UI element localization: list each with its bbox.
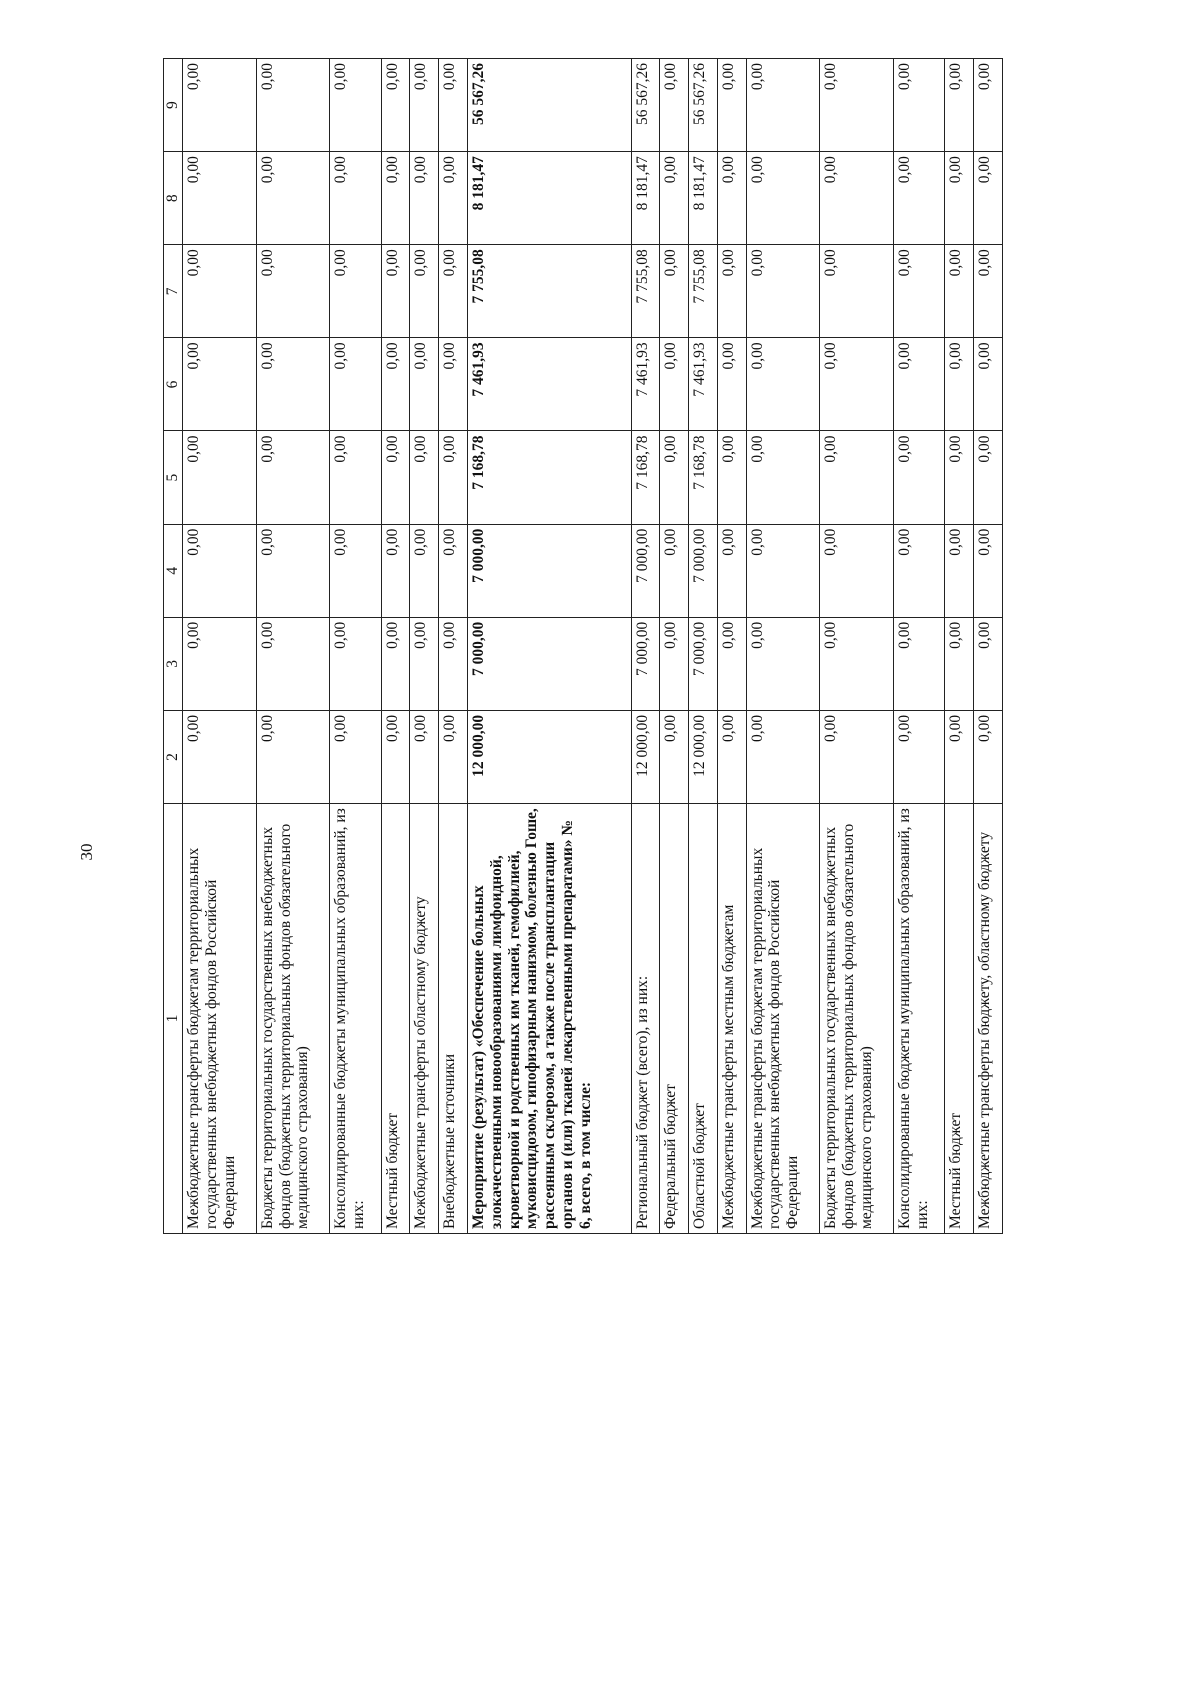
value-cell: 0,00: [820, 59, 894, 152]
value-cell: 0,00: [381, 617, 410, 710]
value-cell: 0,00: [183, 59, 257, 152]
value-cell: 0,00: [410, 245, 439, 338]
value-cell: 0,00: [330, 152, 381, 245]
table-row: [410, 59, 439, 1234]
table-row: [381, 59, 410, 1234]
value-cell: 0,00: [820, 617, 894, 710]
value-cell: 0,00: [439, 710, 468, 803]
value-cell: 0,00: [256, 338, 330, 431]
value-cell: 0,00: [974, 710, 1003, 803]
value-cell: 0,00: [256, 617, 330, 710]
value-cell: 0,00: [330, 245, 381, 338]
value-cell: 8 181,47: [631, 152, 660, 245]
table-row: [330, 59, 381, 1234]
row-label: Областной бюджет: [689, 804, 718, 1234]
table-row: [689, 59, 718, 1234]
value-cell: 0,00: [717, 245, 746, 338]
value-cell: 0,00: [410, 710, 439, 803]
value-cell: 0,00: [256, 152, 330, 245]
table-row: [945, 59, 974, 1234]
value-cell: 12 000,00: [689, 710, 718, 803]
value-cell: 0,00: [183, 524, 257, 617]
row-label: Межбюджетные трансферты бюджетам территориальных государственных внебюджетных фондов Российской Федерации: [183, 804, 257, 1234]
row-label: Бюджеты территориальных государственных внебюджетных фондов (бюджетных территориальных фондов обязательного медицинского страхования): [820, 804, 894, 1234]
value-cell: 7 168,78: [467, 431, 631, 524]
value-cell: 7 000,00: [631, 524, 660, 617]
value-cell: 0,00: [256, 431, 330, 524]
column-header: 7: [164, 245, 183, 338]
value-cell: 0,00: [746, 524, 820, 617]
value-cell: 0,00: [945, 710, 974, 803]
value-cell: 0,00: [381, 152, 410, 245]
row-label: Бюджеты территориальных государственных внебюджетных фондов (бюджетных территориальных фондов обязательного медицинского страхования): [256, 804, 330, 1234]
value-cell: 0,00: [410, 617, 439, 710]
table-row: [894, 59, 945, 1234]
value-cell: 7 000,00: [631, 617, 660, 710]
row-label: Федеральный бюджет: [660, 804, 689, 1234]
value-cell: 0,00: [183, 245, 257, 338]
value-cell: 0,00: [894, 152, 945, 245]
value-cell: 0,00: [820, 152, 894, 245]
value-cell: 0,00: [974, 431, 1003, 524]
table-row: [974, 59, 1003, 1234]
budget-table: [163, 58, 1003, 1234]
value-cell: 0,00: [894, 617, 945, 710]
value-cell: 0,00: [439, 338, 468, 431]
value-cell: 0,00: [974, 524, 1003, 617]
row-label: Межбюджетные трансферты бюджетам территориальных государственных внебюджетных фондов Российской Федерации: [746, 804, 820, 1234]
value-cell: 0,00: [894, 431, 945, 524]
value-cell: 0,00: [945, 338, 974, 431]
value-cell: 0,00: [945, 152, 974, 245]
value-cell: 0,00: [820, 245, 894, 338]
value-cell: 0,00: [974, 617, 1003, 710]
table-row: [820, 59, 894, 1234]
value-cell: 0,00: [410, 59, 439, 152]
value-cell: 7 000,00: [689, 524, 718, 617]
value-cell: 7 755,08: [631, 245, 660, 338]
value-cell: 7 461,93: [631, 338, 660, 431]
value-cell: 0,00: [746, 431, 820, 524]
row-label: Местный бюджет: [945, 804, 974, 1234]
value-cell: 0,00: [330, 431, 381, 524]
value-cell: 0,00: [717, 431, 746, 524]
value-cell: 0,00: [746, 710, 820, 803]
value-cell: 0,00: [330, 710, 381, 803]
value-cell: 0,00: [820, 710, 894, 803]
value-cell: 8 181,47: [467, 152, 631, 245]
column-header: 3: [164, 617, 183, 710]
row-label: Межбюджетные трансферты областному бюджету: [410, 804, 439, 1234]
value-cell: 0,00: [256, 524, 330, 617]
value-cell: 0,00: [381, 524, 410, 617]
value-cell: 12 000,00: [467, 710, 631, 803]
value-cell: 0,00: [330, 617, 381, 710]
value-cell: 0,00: [410, 152, 439, 245]
value-cell: 0,00: [974, 338, 1003, 431]
budget-table-container: [163, 58, 1003, 1234]
table-body: [183, 59, 1003, 1234]
value-cell: 0,00: [717, 617, 746, 710]
value-cell: 0,00: [894, 59, 945, 152]
value-cell: 0,00: [717, 710, 746, 803]
value-cell: 7 755,08: [467, 245, 631, 338]
table-row: [717, 59, 746, 1234]
value-cell: 0,00: [746, 617, 820, 710]
value-cell: 0,00: [381, 431, 410, 524]
value-cell: 0,00: [746, 338, 820, 431]
value-cell: 0,00: [945, 245, 974, 338]
value-cell: 0,00: [183, 710, 257, 803]
value-cell: 0,00: [410, 431, 439, 524]
value-cell: 0,00: [330, 524, 381, 617]
value-cell: 0,00: [660, 431, 689, 524]
value-cell: 0,00: [974, 59, 1003, 152]
value-cell: 0,00: [894, 524, 945, 617]
value-cell: 0,00: [381, 710, 410, 803]
value-cell: 0,00: [660, 338, 689, 431]
row-label: Мероприятие (результат) «Обеспечение больных злокачественными новообразованиями лимфоидной, кроветворной и родственных им тканей, гемофилией, муковисцидозом, гипофизарным нанизмом, болезнью Гоше, рассеянным склерозом, а также после трансплантации органов и (или) тканей лекарственными препаратами» № 6, всего, в том числе:: [467, 804, 631, 1234]
value-cell: 0,00: [660, 617, 689, 710]
value-cell: 7 000,00: [467, 617, 631, 710]
row-label: Местный бюджет: [381, 804, 410, 1234]
value-cell: 0,00: [820, 431, 894, 524]
value-cell: 56 567,26: [631, 59, 660, 152]
page-number: 30: [77, 843, 96, 861]
table-row: [183, 59, 257, 1234]
value-cell: 0,00: [974, 245, 1003, 338]
column-header: 8: [164, 152, 183, 245]
value-cell: 0,00: [183, 431, 257, 524]
value-cell: 7 000,00: [689, 617, 718, 710]
table-header-row: [164, 59, 183, 1234]
value-cell: 0,00: [381, 59, 410, 152]
value-cell: 0,00: [439, 617, 468, 710]
value-cell: 12 000,00: [631, 710, 660, 803]
value-cell: 0,00: [717, 59, 746, 152]
value-cell: 8 181,47: [689, 152, 718, 245]
row-label: Региональный бюджет (всего), из них:: [631, 804, 660, 1234]
value-cell: 0,00: [974, 152, 1003, 245]
value-cell: 0,00: [717, 152, 746, 245]
row-label: Внебюджетные источники: [439, 804, 468, 1234]
value-cell: 56 567,26: [689, 59, 718, 152]
value-cell: 0,00: [894, 710, 945, 803]
value-cell: 0,00: [410, 524, 439, 617]
value-cell: 56 567,26: [467, 59, 631, 152]
row-label: Консолидированные бюджеты муниципальных образований, из них:: [330, 804, 381, 1234]
column-header: 2: [164, 710, 183, 803]
value-cell: 0,00: [381, 338, 410, 431]
value-cell: 0,00: [660, 59, 689, 152]
row-label: Межбюджетные трансферты местным бюджетам: [717, 804, 746, 1234]
value-cell: 7 461,93: [467, 338, 631, 431]
table-row: [660, 59, 689, 1234]
value-cell: 0,00: [894, 338, 945, 431]
table-row: [631, 59, 660, 1234]
value-cell: 0,00: [746, 245, 820, 338]
value-cell: 7 461,93: [689, 338, 718, 431]
value-cell: 0,00: [717, 338, 746, 431]
value-cell: 7 168,78: [689, 431, 718, 524]
table-row: [746, 59, 820, 1234]
row-label: Консолидированные бюджеты муниципальных образований, из них:: [894, 804, 945, 1234]
table-row: [256, 59, 330, 1234]
value-cell: 0,00: [256, 710, 330, 803]
value-cell: 0,00: [183, 338, 257, 431]
value-cell: 0,00: [439, 431, 468, 524]
value-cell: 7 168,78: [631, 431, 660, 524]
value-cell: 0,00: [945, 617, 974, 710]
value-cell: 0,00: [183, 617, 257, 710]
value-cell: 0,00: [660, 524, 689, 617]
column-header: 6: [164, 338, 183, 431]
value-cell: 0,00: [945, 431, 974, 524]
value-cell: 0,00: [945, 59, 974, 152]
value-cell: 0,00: [660, 710, 689, 803]
value-cell: 0,00: [381, 245, 410, 338]
row-label: Межбюджетные трансферты бюджету, областному бюджету: [974, 804, 1003, 1234]
value-cell: 0,00: [660, 152, 689, 245]
value-cell: 0,00: [439, 152, 468, 245]
value-cell: 0,00: [439, 245, 468, 338]
value-cell: 0,00: [746, 59, 820, 152]
column-header: 9: [164, 59, 183, 152]
column-header: 1: [164, 804, 183, 1234]
value-cell: 7 755,08: [689, 245, 718, 338]
value-cell: 0,00: [717, 524, 746, 617]
table-row: [439, 59, 468, 1234]
value-cell: 0,00: [410, 338, 439, 431]
value-cell: 0,00: [820, 524, 894, 617]
value-cell: 7 000,00: [467, 524, 631, 617]
value-cell: 0,00: [183, 152, 257, 245]
value-cell: 0,00: [894, 245, 945, 338]
value-cell: 0,00: [439, 59, 468, 152]
value-cell: 0,00: [330, 59, 381, 152]
value-cell: 0,00: [256, 245, 330, 338]
value-cell: 0,00: [439, 524, 468, 617]
value-cell: 0,00: [945, 524, 974, 617]
column-header: 5: [164, 431, 183, 524]
value-cell: 0,00: [660, 245, 689, 338]
value-cell: 0,00: [746, 152, 820, 245]
value-cell: 0,00: [256, 59, 330, 152]
column-header: 4: [164, 524, 183, 617]
value-cell: 0,00: [330, 338, 381, 431]
table-row: [467, 59, 631, 1234]
value-cell: 0,00: [820, 338, 894, 431]
